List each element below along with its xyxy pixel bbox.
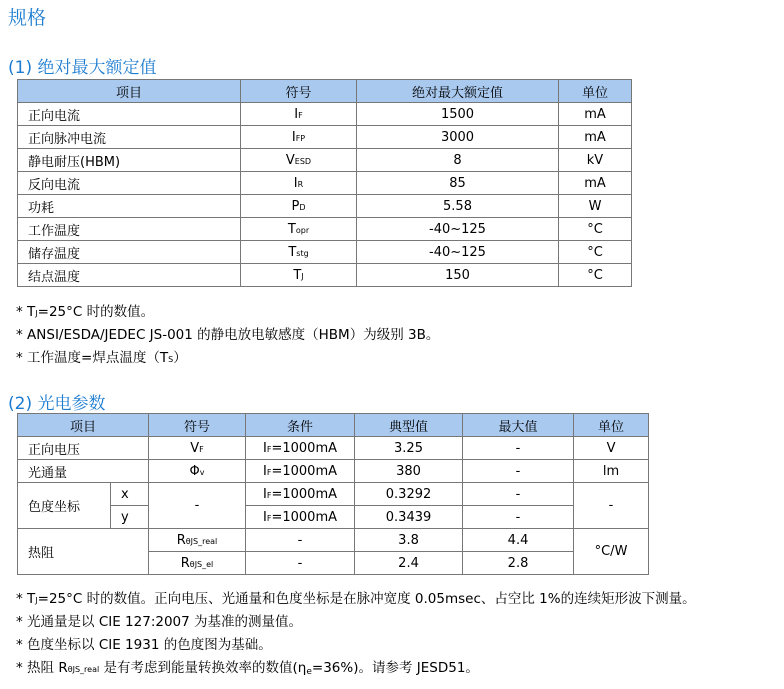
- note: * ANSI/ESDA/JEDEC JS-001 的静电放电敏感度（HBM）为级别 3B。: [16, 327, 440, 343]
- header-unit: 单位: [559, 80, 632, 103]
- value-cell: 85: [357, 172, 559, 195]
- value-cell: 8: [357, 149, 559, 172]
- typical-cell: 0.3439: [355, 506, 463, 529]
- symbol-cell: -: [149, 483, 246, 529]
- item-cell: 储存温度: [18, 241, 241, 264]
- max-cell: 2.8: [463, 552, 574, 575]
- table-row: [18, 172, 632, 195]
- header-unit: 单位: [574, 414, 649, 437]
- item-cell: 静电耐压(HBM): [18, 149, 241, 172]
- condition-cell: IF=1000mA: [246, 460, 355, 483]
- item-cell: 光通量: [18, 460, 149, 483]
- table-header-row: [18, 414, 649, 437]
- table-row: [18, 126, 632, 149]
- condition-cell: -: [246, 552, 355, 575]
- value-cell: 5.58: [357, 195, 559, 218]
- symbol-cell: IF: [241, 103, 357, 126]
- item-cell: 正向电流: [18, 103, 241, 126]
- typical-cell: 3.25: [355, 437, 463, 460]
- header-item: 项目: [18, 414, 149, 437]
- item-cell: 结点温度: [18, 264, 241, 287]
- max-cell: -: [463, 437, 574, 460]
- symbol-cell: RθJS_el: [149, 552, 246, 575]
- table-header-row: [18, 80, 632, 103]
- symbol-cell: IR: [241, 172, 357, 195]
- table-row: [18, 506, 649, 529]
- header-rating: 绝对最大额定值: [357, 80, 559, 103]
- condition-cell: IF=1000mA: [246, 483, 355, 506]
- table-row: [18, 195, 632, 218]
- table-row: [18, 149, 632, 172]
- value-cell: 3000: [357, 126, 559, 149]
- value-cell: -40~125: [357, 218, 559, 241]
- table-row: [18, 437, 649, 460]
- max-cell: -: [463, 506, 574, 529]
- max-cell: -: [463, 460, 574, 483]
- unit-cell: °C/W: [574, 529, 649, 575]
- symbol-cell: Tstg: [241, 241, 357, 264]
- item-cell: 功耗: [18, 195, 241, 218]
- note: * 热阻 RθJS_real 是有考虑到能量转换效率的数值(ηe=36%)。请参考 JESD51。: [16, 660, 479, 677]
- symbol-cell: TJ: [241, 264, 357, 287]
- condition-cell: IF=1000mA: [246, 506, 355, 529]
- item-cell: 正向脉冲电流: [18, 126, 241, 149]
- item-cell: 反向电流: [18, 172, 241, 195]
- typical-cell: 2.4: [355, 552, 463, 575]
- header-max: 最大值: [463, 414, 574, 437]
- value-cell: 150: [357, 264, 559, 287]
- symbol-cell: Φv: [149, 460, 246, 483]
- unit-cell: W: [559, 195, 632, 218]
- value-cell: -40~125: [357, 241, 559, 264]
- note: * TJ=25°C 时的数值。正向电压、光通量和色度坐标是在脉冲宽度 0.05msec、占空比 1%的连续矩形波下测量。: [16, 591, 696, 607]
- note: * TJ=25°C 时的数值。: [16, 304, 155, 320]
- value-cell: 1500: [357, 103, 559, 126]
- unit-cell: °C: [559, 241, 632, 264]
- condition-cell: IF=1000mA: [246, 437, 355, 460]
- symbol-cell: IFP: [241, 126, 357, 149]
- unit-cell: lm: [574, 460, 649, 483]
- note: * 工作温度=焊点温度（TS）: [16, 350, 187, 366]
- unit-cell: mA: [559, 103, 632, 126]
- sub-item-cell: y: [111, 506, 149, 529]
- item-cell: 工作温度: [18, 218, 241, 241]
- section2-title: (2) 光电参数: [8, 394, 106, 414]
- symbol-cell: Topr: [241, 218, 357, 241]
- symbol-cell: VESD: [241, 149, 357, 172]
- header-condition: 条件: [246, 414, 355, 437]
- item-cell: 色度坐标: [18, 483, 111, 529]
- table-row: [18, 103, 632, 126]
- table-row: [18, 460, 649, 483]
- item-cell: 热阻: [18, 529, 149, 575]
- note: * 色度坐标以 CIE 1931 的色度图为基础。: [16, 637, 272, 653]
- typical-cell: 380: [355, 460, 463, 483]
- max-cell: 4.4: [463, 529, 574, 552]
- table-row: [18, 241, 632, 264]
- symbol-cell: VF: [149, 437, 246, 460]
- header-typical: 典型值: [355, 414, 463, 437]
- condition-cell: -: [246, 529, 355, 552]
- page-title: 规格: [8, 7, 47, 29]
- unit-cell: mA: [559, 172, 632, 195]
- unit-cell: °C: [559, 218, 632, 241]
- header-item: 项目: [18, 80, 241, 103]
- typical-cell: 0.3292: [355, 483, 463, 506]
- table-row: [18, 264, 632, 287]
- item-cell: 正向电压: [18, 437, 149, 460]
- unit-cell: °C: [559, 264, 632, 287]
- unit-cell: V: [574, 437, 649, 460]
- unit-cell: mA: [559, 126, 632, 149]
- section1-title: (1) 绝对最大额定值: [8, 58, 157, 78]
- table-row: [18, 218, 632, 241]
- typical-cell: 3.8: [355, 529, 463, 552]
- header-symbol: 符号: [149, 414, 246, 437]
- symbol-cell: PD: [241, 195, 357, 218]
- table-row: [18, 529, 649, 552]
- max-cell: -: [463, 483, 574, 506]
- table-row: [18, 483, 649, 506]
- unit-cell: -: [574, 483, 649, 529]
- absolute-max-ratings-table: [17, 79, 632, 287]
- note: * 光通量是以 CIE 127:2007 为基准的测量值。: [16, 614, 303, 630]
- header-symbol: 符号: [241, 80, 357, 103]
- electro-optical-table: [17, 413, 649, 575]
- unit-cell: kV: [559, 149, 632, 172]
- symbol-cell: RθJS_real: [149, 529, 246, 552]
- sub-item-cell: x: [111, 483, 149, 506]
